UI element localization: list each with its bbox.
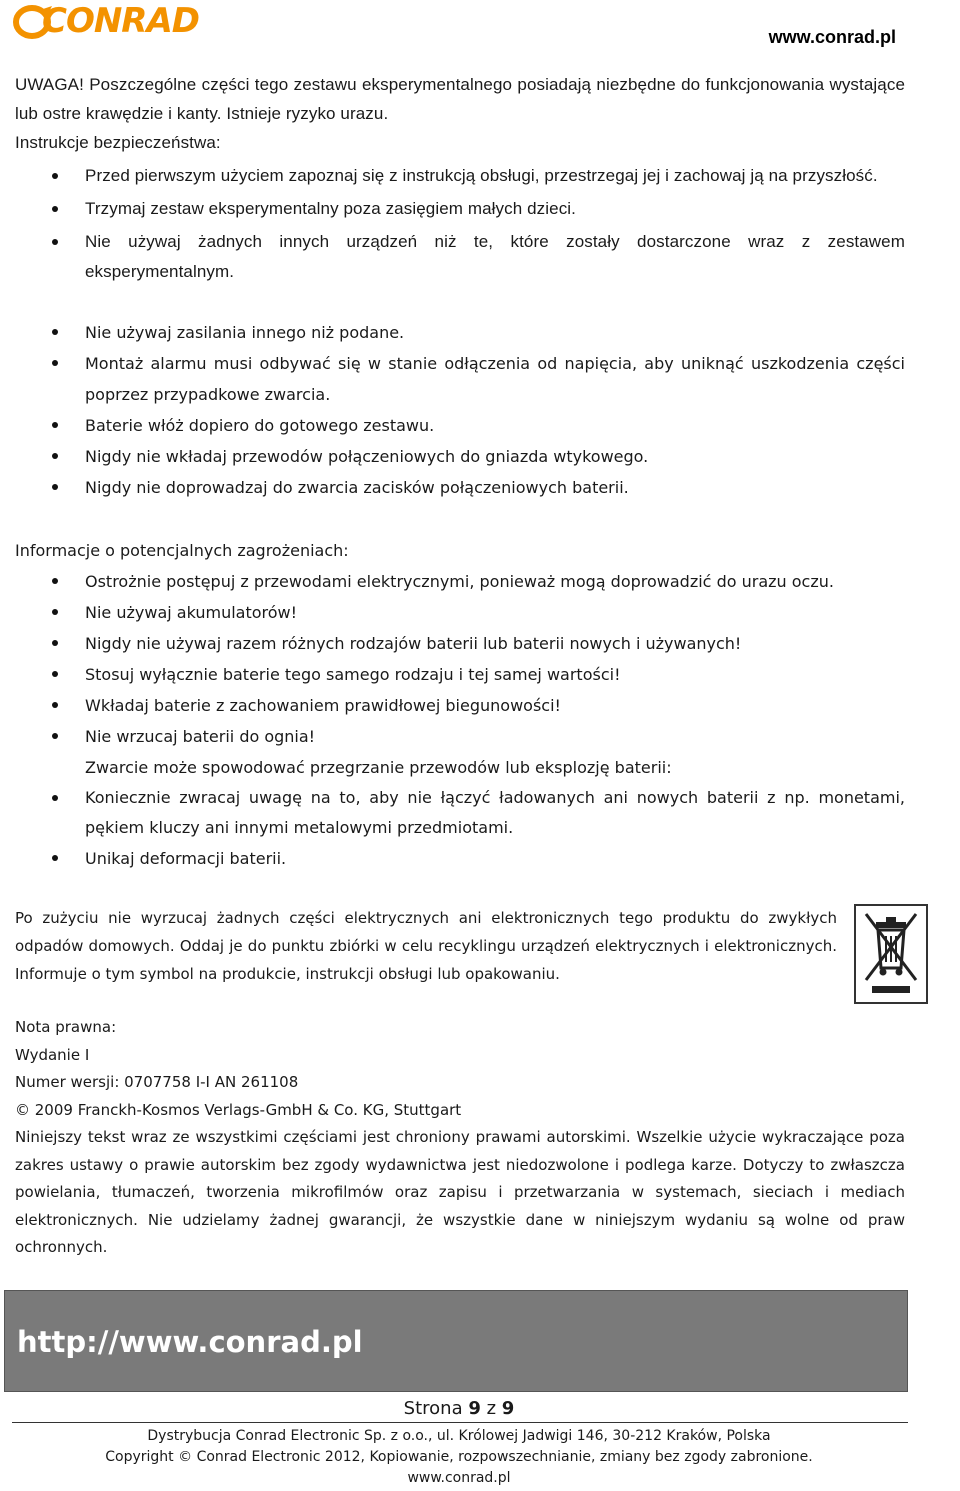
safety-title: Instrukcje bezpieczeństwa:	[15, 133, 221, 152]
warning-text: UWAGA! Poszczególne części tego zestawu eksperymentalnego posiadają niezbędne do funkcjonowania wystające lub ostre krawędzie i kanty. Istnieje ryzyko urazu.	[15, 75, 905, 123]
legal-notice	[15, 1014, 905, 1262]
conrad-logo	[12, 1, 200, 47]
bullet-icon	[52, 671, 58, 677]
crossed-out-wheelie-bin-icon	[856, 906, 926, 1002]
legal-copyright: © 2009 Franckh-Kosmos Verlags-GmbH & Co. KG, Stuttgart	[15, 1100, 462, 1119]
safety-list-a	[15, 161, 905, 287]
legal-edition: Wydanie I	[15, 1045, 90, 1064]
list-item: Wkładaj baterie z zachowaniem prawidłowej biegunowości!	[15, 690, 905, 721]
list-item: Unikaj deformacji baterii.	[15, 843, 905, 874]
list-item: Ostrożnie postępuj z przewodami elektrycznymi, ponieważ mogą doprowadzić do urazu oczu.	[15, 566, 905, 597]
bullet-icon	[52, 578, 58, 584]
bullet-icon	[52, 640, 58, 646]
banner-url[interactable]: http://www.conrad.pl	[17, 1325, 363, 1359]
disposal-text: Po zużyciu nie wyrzucaj żadnych części elektrycznych ani elektronicznych tego produktu do zwykłych odpadów domowych. Oddaj je do punktu zbiórki w celu recyklingu urządzeń elektrycznych i elektronicznych. Informuje o tym symbol na produkcie, instrukcji obsługi lub opakowaniu.	[15, 909, 837, 983]
bullet-icon	[52, 795, 58, 801]
list-item: Nigdy nie wkładaj przewodów połączeniowych do gniazda wtykowego.	[15, 441, 905, 472]
short-circuit-note: Zwarcie może spowodować przegrzanie przewodów lub eksplozję baterii:	[85, 758, 672, 777]
footer-copyright: Copyright © Conrad Electronic 2012, Kopiowanie, rozpowszechnianie, zmiany bez zgody zabronione.	[105, 1449, 813, 1465]
legal-title: Nota prawna:	[15, 1018, 117, 1036]
bullet-icon	[52, 239, 58, 245]
footer-distributor: Dystrybucja Conrad Electronic Sp. z o.o., ul. Królowej Jadwigi 146, 30-212 Kraków, Polska	[147, 1428, 771, 1444]
list-item: Baterie włóż dopiero do gotowego zestawu.	[15, 410, 905, 441]
list-item: Koniecznie zwracaj uwagę na to, aby nie łączyć ładowanych ani nowych baterii z np. monetami, pękiem kluczy ani innymi metalowymi przedmiotami.	[15, 783, 905, 843]
bullet-icon	[52, 733, 58, 739]
safety-list-b	[15, 317, 905, 503]
list-item: Nie używaj zasilania innego niż podane.	[15, 317, 905, 348]
bullet-icon	[52, 484, 58, 490]
page-total: 9	[501, 1398, 515, 1419]
footer-divider	[12, 1422, 908, 1423]
list-item: Nigdy nie używaj razem różnych rodzajów baterii lub baterii nowych i używanych!	[15, 628, 905, 659]
list-item: Stosuj wyłącznie baterie tego samego rodzaju i tej samej wartości!	[15, 659, 905, 690]
bullet-icon	[52, 609, 58, 615]
bullet-icon	[52, 360, 58, 366]
list-item: Trzymaj zestaw eksperymentalny poza zasięgiem małych dzieci.	[15, 194, 905, 224]
header-url[interactable]: www.conrad.pl	[768, 27, 896, 47]
page-current: 9	[468, 1398, 481, 1419]
safety-section-b	[15, 317, 905, 503]
url-banner	[4, 1290, 908, 1392]
hazards-list	[15, 566, 905, 752]
list-item: Nie używaj akumulatorów!	[15, 597, 905, 628]
hazards-list-2	[15, 783, 905, 874]
bullet-icon	[52, 855, 58, 861]
list-item: Nigdy nie doprowadzaj do zwarcia zacisków połączeniowych baterii.	[15, 472, 905, 503]
bullet-icon	[52, 702, 58, 708]
bullet-icon	[52, 453, 58, 459]
logo-wordmark: CONRAD	[42, 1, 200, 41]
list-item: Przed pierwszym użyciem zapoznaj się z instrukcją obsługi, przestrzegaj jej i zachowaj ją na przyszłość.	[15, 161, 905, 191]
bullet-icon	[52, 329, 58, 335]
bullet-icon	[52, 422, 58, 428]
footer-url[interactable]: www.conrad.pl	[407, 1470, 511, 1486]
legal-version: Numer wersji: 0707758 I-I AN 261108	[15, 1073, 299, 1091]
list-item: Montaż alarmu musi odbywać się w stanie odłączenia od napięcia, aby uniknąć uszkodzenia części poprzez przypadkowe zwarcia.	[15, 348, 905, 410]
list-item: Nie używaj żadnych innych urządzeń niż te, które zostały dostarczone wraz z zestawem eksperymentalnym.	[15, 227, 905, 287]
bullet-icon	[52, 173, 58, 179]
bullet-icon	[52, 206, 58, 212]
safety-section	[15, 70, 905, 287]
legal-body: Niniejszy tekst wraz ze wszystkimi częściami jest chroniony prawami autorskimi. Wszelkie użycie wykraczające poza zakres ustawy o prawie autorskim bez zgody wydawnictwa jest niedozwolone i podlega karze. Dotyczy to zwłaszcza powielania, tłumaczeń, tworzenia mikrofilmów oraz zapisu i przetwarzania w systemach, sieciach i mediach elektronicznych. Nie udzielamy żadnej gwarancji, że wszystkie dane w niniejszym wydaniu są wolne od praw ochronnych.	[15, 1128, 905, 1256]
list-item: Nie wrzucaj baterii do ognia!	[15, 721, 905, 752]
hazards-title: Informacje o potencjalnych zagrożeniach:	[15, 541, 349, 560]
weee-symbol	[854, 904, 928, 1004]
page-number: Strona 9 z 9	[403, 1398, 515, 1419]
hazards-section	[15, 535, 905, 874]
page-header	[0, 0, 960, 60]
